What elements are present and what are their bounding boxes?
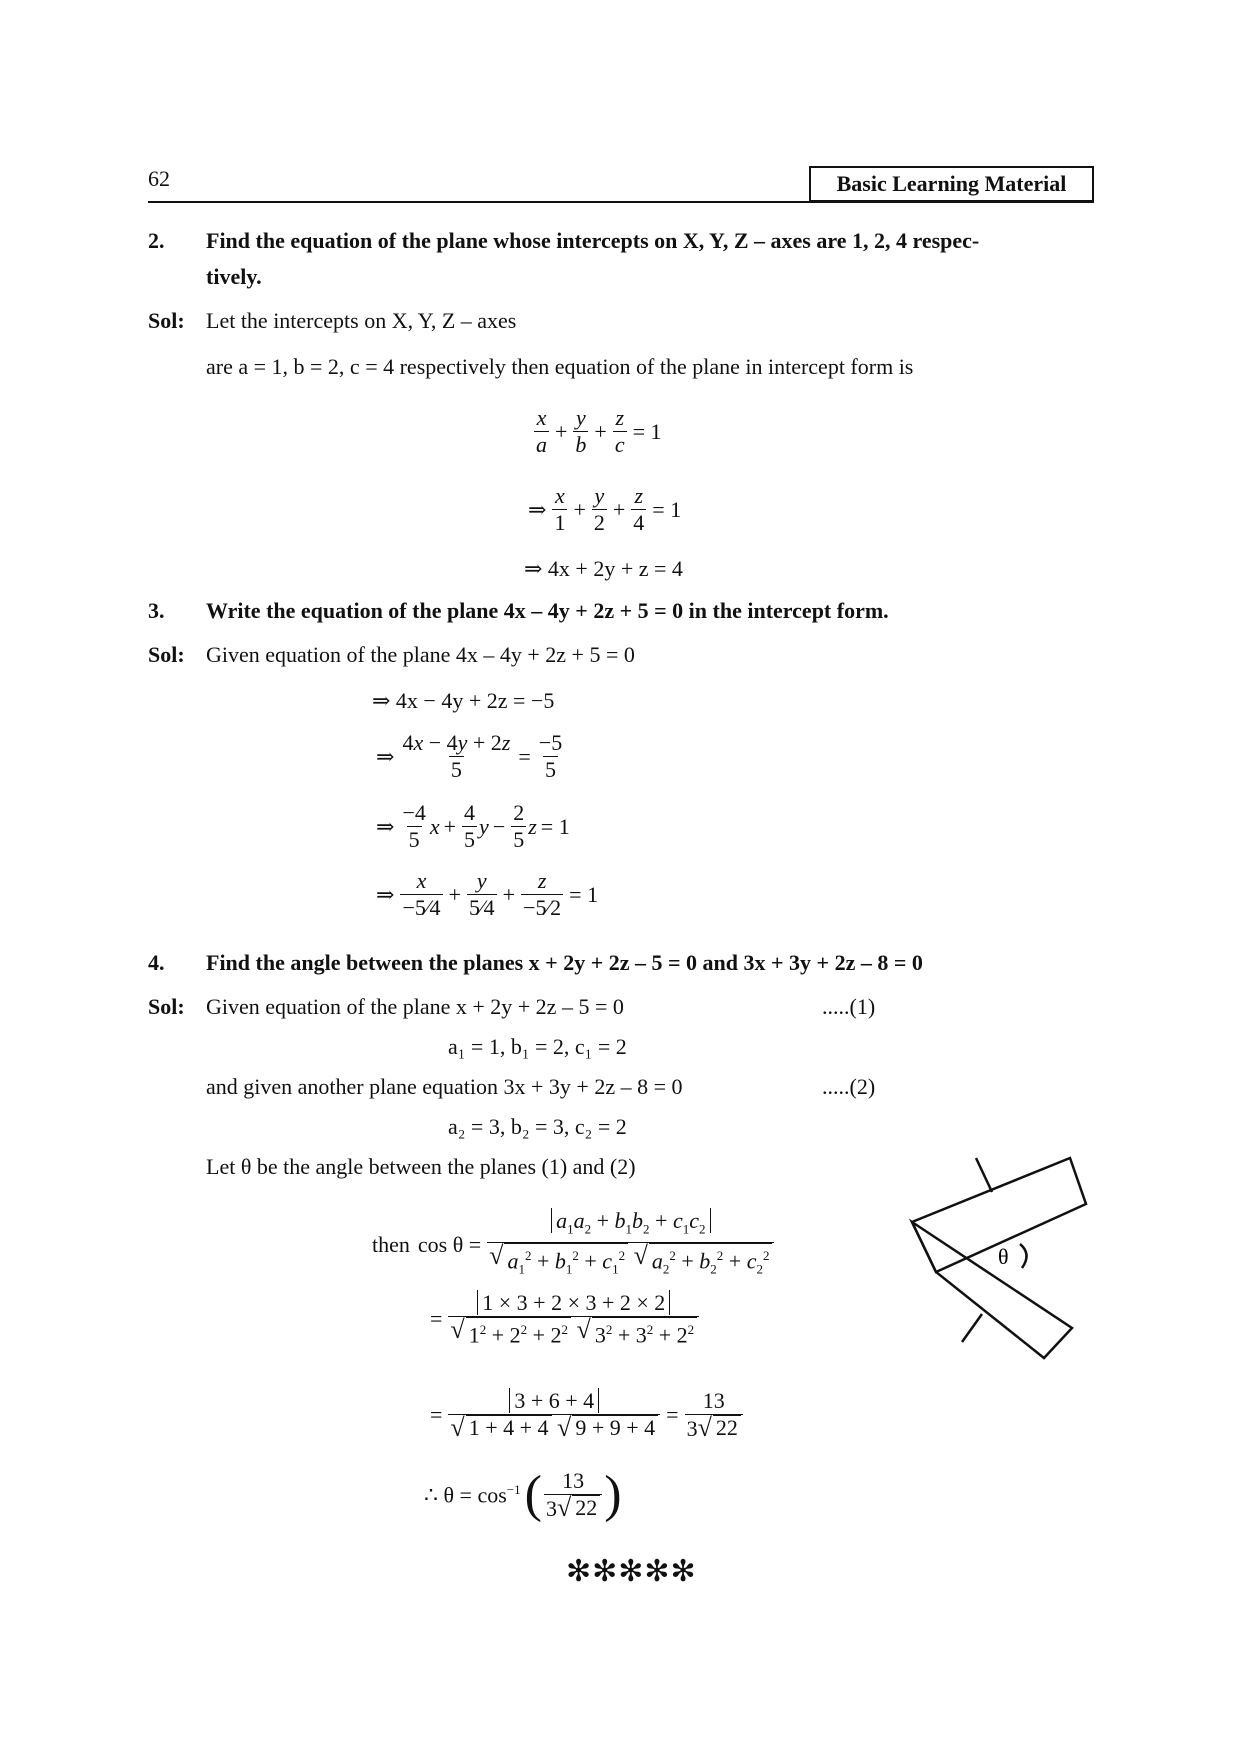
q4-coefficients1: a₁ = 1, b₁ = 2, c₁ = 2 [448, 1034, 627, 1059]
planes-angle-diagram [900, 1140, 1100, 1360]
q2-equation-substituted: ⇒ $\frac{x}{1}$ + $\frac{y}{2}$ + $\frac{z}{4}$ = 1 [528, 483, 682, 535]
normal-line-top [976, 1158, 992, 1192]
q4-theta-result: ∴ $\theta = \cos^{-1}$ ( 13 3 √ 22 ) [424, 1466, 622, 1523]
q3-sol-label: Sol: [148, 642, 185, 667]
result-numerator: 13 [562, 1468, 585, 1493]
q4-cos-simplified: = 3 + 6 + 4 √ 1 + 4 + 4 √ 9 + 9 + 4 = 13 3 √ 22 [426, 1388, 745, 1442]
q4-cos-substituted: = 1 × 3 + 2 × 3 + 2 × 2 √ $1^2 + 2^2 + 2^2$ √ $3^2 + 3^2 + 2^2$ [426, 1290, 701, 1347]
plane-two-shape [912, 1222, 1072, 1358]
q2-final-equation: ⇒ 4x + 2y + z = 4 [524, 556, 683, 581]
theta-label: θ [998, 1244, 1009, 1269]
q2-equation-general: $\frac{x}{a}$ + $\frac{y}{b}$ + $\frac{z}{c}$ = 1 [536, 405, 662, 457]
angle-arc [1020, 1244, 1027, 1268]
q2-question-line2: tively. [206, 264, 262, 289]
q3-sol-line1: Given equation of the plane 4x – 4y + 2z + 5 = 0 [206, 642, 635, 667]
q4-number: 4. [148, 950, 165, 975]
page-number: 62 [148, 166, 170, 191]
q2-number: 2. [148, 228, 165, 253]
then-label: then [372, 1232, 410, 1258]
q2-sol-label: Sol: [148, 308, 185, 333]
q2-sol-line1: Let the intercepts on X, Y, Z – axes [206, 308, 517, 333]
q4-sol-line1: Given equation of the plane x + 2y + 2z – 5 = 0 [206, 994, 624, 1019]
q4-question: Find the angle between the planes x + 2y + 2z – 5 = 0 and 3x + 3y + 2z – 8 = 0 [206, 950, 923, 975]
book-title: Basic Learning Material [809, 166, 1094, 202]
q3-number: 3. [148, 598, 165, 623]
q4-sol-line2: and given another plane equation 3x + 3y + 2z – 8 = 0 [206, 1074, 683, 1099]
q3-step3: ⇒ $\frac{-4}{5}$ x + $\frac{4}{5}$ y − $\frac{2}{5}$ z = 1 [376, 800, 570, 852]
q4-sol-label: Sol: [148, 994, 185, 1019]
normal-line-bottom [962, 1314, 982, 1342]
q4-sol-line3: Let θ be the angle between the planes (1) and (2) [206, 1154, 636, 1179]
q4-ref2: .....(2) [822, 1074, 876, 1099]
q2-question-line1: Find the equation of the plane whose intercepts on X, Y, Z – axes are 1, 2, 4 respec- [206, 228, 980, 253]
q3-question: Write the equation of the plane 4x – 4y + 2z + 5 = 0 in the intercept form. [206, 598, 889, 623]
q3-step1: ⇒ 4x − 4y + 2z = −5 [372, 688, 555, 713]
end-mark: ✻✻✻✻✻ [566, 1555, 697, 1588]
q4-coefficients2: a₂ = 3, b₂ = 3, c₂ = 2 [448, 1114, 627, 1139]
q3-step4-intercept-form: ⇒ $\frac{x}{-5⁄4}$ + $\frac{y}{5⁄4}$ + $\frac{z}{-5⁄2}$ = 1 [376, 868, 599, 920]
q4-cos-formula: then cos θ = $a_1a_2 + b_1b_2 + c_1c_2$ √ $a_1^2 + b_1^2 + c_1^2$ √ $a_2^2 + b_2^2 + c_2^2$ [372, 1208, 776, 1282]
header-rule [148, 201, 1094, 203]
q2-sol-line2: are a = 1, b = 2, c = 4 respectively then equation of the plane in intercept form is [206, 354, 914, 379]
q4-ref1: .....(1) [822, 994, 876, 1019]
q3-step2: ⇒ $\frac{4x - 4y + 2z}{5}$ = $\frac{-5}{5}$ [376, 730, 563, 782]
